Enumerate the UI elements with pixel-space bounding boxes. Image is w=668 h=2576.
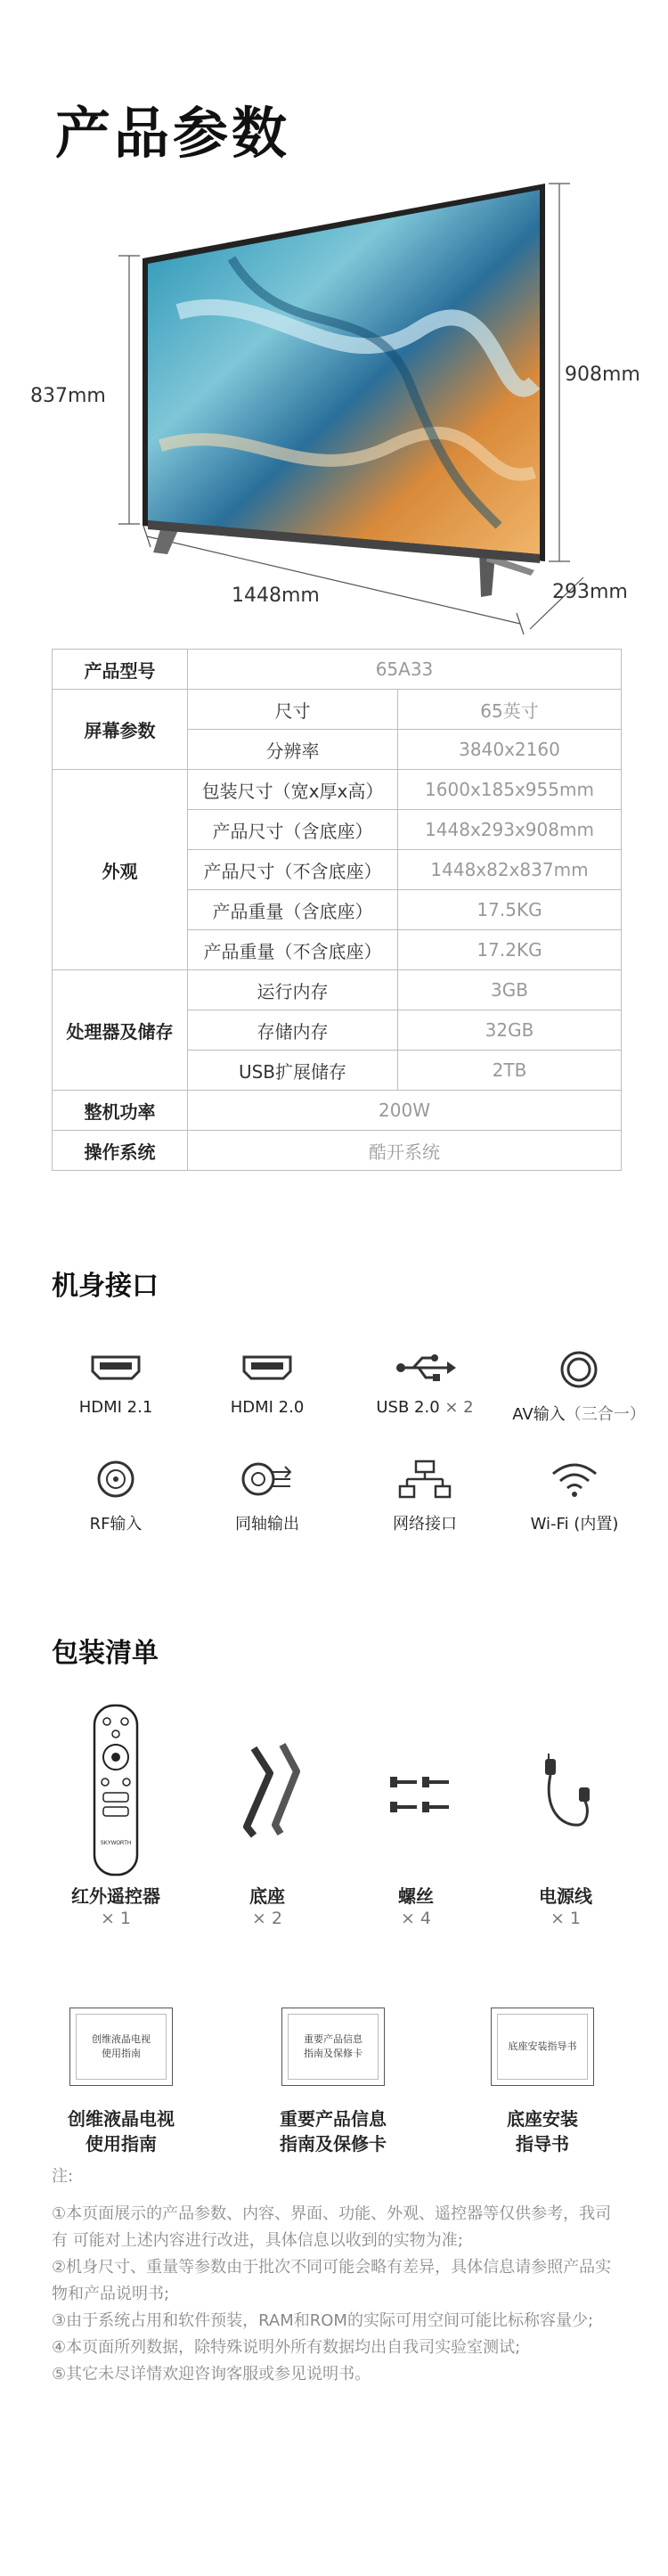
power-value: 200W <box>188 1091 622 1131</box>
booklet-label: 底座安装 指导书 <box>507 2108 578 2155</box>
dim-nostand-value: 1448x82x837mm <box>398 850 622 890</box>
port-label: HDMI 2.0 <box>230 1398 305 1417</box>
pkg-key: 包装尺寸（宽x厚x高） <box>188 770 398 810</box>
port-label: RF输入 <box>89 1515 143 1533</box>
package-item-stand <box>200 1702 334 1928</box>
package-item-remote <box>49 1702 183 1928</box>
stand-install-booklet <box>491 2008 594 2086</box>
hdmi-icon <box>239 1350 296 1386</box>
width-label: 1448mm <box>232 585 320 607</box>
notes-section <box>52 2163 622 2388</box>
pkg-value: 1600x185x955mm <box>398 770 622 810</box>
rf-icon <box>96 1460 135 1499</box>
height-no-stand-label: 837mm <box>30 385 106 407</box>
res-key: 分辨率 <box>188 730 398 770</box>
appearance-label: 外观 <box>53 770 188 970</box>
size-value: 65英寸 <box>398 690 622 730</box>
note-line: ②机身尺寸、重量等参数由于批次不同可能会略有差异，具体信息请参照产品实物和产品说明书; <box>52 2258 612 2303</box>
ram-key: 运行内存 <box>188 970 398 1010</box>
dim-nostand-key: 产品尺寸（不含底座） <box>188 850 398 890</box>
av-icon <box>559 1350 599 1389</box>
note-line: ④本页面所列数据，除特殊说明外所有数据均出自我司实验室测试; <box>52 2338 521 2357</box>
remote-icon <box>89 1702 143 1880</box>
size-key: 尺寸 <box>188 690 398 730</box>
package-item-screws <box>349 1702 483 1928</box>
table-row <box>53 970 622 1010</box>
booklet-label: 创维液晶电视 使用指南 <box>68 2108 175 2155</box>
coaxial-icon <box>239 1460 296 1499</box>
port-label: USB 2.0 <box>376 1398 440 1417</box>
os-label: 操作系统 <box>53 1131 188 1171</box>
model-label: 产品型号 <box>53 650 188 690</box>
ram-value: 3GB <box>398 970 622 1010</box>
dim-stand-key: 产品尺寸（含底座） <box>188 810 398 850</box>
package-item-name: 红外遥控器 <box>71 1885 160 1907</box>
table-row <box>53 770 622 810</box>
booklet-cover-text: 底座安装指导书 <box>497 2014 588 2080</box>
wifi-icon <box>550 1460 599 1499</box>
package-item-qty: × 1 <box>100 1909 132 1928</box>
package-item-power-cord <box>499 1702 632 1928</box>
port-rf <box>49 1460 183 1534</box>
package-item-name: 电源线 <box>539 1885 592 1907</box>
stand-icon <box>227 1702 307 1880</box>
port-label: 网络接口 <box>393 1515 457 1533</box>
model-value: 65A33 <box>188 650 622 690</box>
res-value: 3840x2160 <box>398 730 622 770</box>
dim-stand-value: 1448x293x908mm <box>398 810 622 850</box>
depth-label: 293mm <box>552 581 628 603</box>
user-guide-booklet <box>69 2008 173 2086</box>
spec-table <box>52 649 622 1171</box>
table-row <box>53 690 622 730</box>
port-label: AV输入 <box>512 1405 566 1424</box>
wt-nostand-value: 17.2KG <box>398 930 622 970</box>
note-line: ③由于系统占用和软件预装，RAM和ROM的实际可用空间可能比标称容量少; <box>52 2311 594 2330</box>
wt-nostand-key: 产品重量（不含底座） <box>188 930 398 970</box>
remote-brand-text: SKYWORTH <box>100 1841 132 1846</box>
usb-key: USB扩展储存 <box>188 1051 398 1091</box>
port-coaxial <box>200 1460 334 1534</box>
notes-title: 注: <box>52 2167 74 2186</box>
power-cord-icon <box>525 1702 606 1880</box>
package-item-name: 螺丝 <box>398 1885 434 1907</box>
screen-label: 屏幕参数 <box>53 690 188 770</box>
package-item-qty: × 2 <box>251 1909 283 1928</box>
package-title: 包装清单 <box>52 1638 159 1669</box>
booklet-cover-text: 创维液晶电视 使用指南 <box>76 2014 167 2080</box>
note-line: ⑤其它未尽详情欢迎咨询客服或参见说明书。 <box>52 2365 371 2384</box>
port-hdmi20 <box>200 1350 334 1417</box>
port-label: Wi-Fi (内置) <box>530 1515 619 1533</box>
height-with-stand-label: 908mm <box>565 364 640 386</box>
hdmi-icon <box>87 1350 144 1386</box>
port-label: HDMI 2.1 <box>78 1398 153 1417</box>
page-title: 产品参数 <box>55 101 291 166</box>
usb-value: 2TB <box>398 1051 622 1091</box>
os-value: 酷开系统 <box>188 1131 622 1171</box>
network-icon <box>398 1460 452 1499</box>
booklet-label: 重要产品信息 指南及保修卡 <box>280 2108 387 2155</box>
package-item-qty: × 1 <box>550 1909 582 1928</box>
port-network <box>358 1460 492 1534</box>
note-line: ①本页面展示的产品参数、内容、界面、功能、外观、遥控器等仅供参考，我司有 可能对上述内容进行改进，具体信息以收到的实物为准; <box>52 2204 612 2250</box>
rom-key: 存储内存 <box>188 1010 398 1051</box>
port-label: 同轴输出 <box>235 1515 299 1533</box>
table-row <box>53 1131 622 1171</box>
package-item-qty: × 4 <box>400 1909 432 1928</box>
power-label: 整机功率 <box>53 1091 188 1131</box>
warranty-booklet <box>281 2008 385 2086</box>
ports-title: 机身接口 <box>52 1271 159 1302</box>
rom-value: 32GB <box>398 1010 622 1051</box>
usb-icon <box>394 1350 456 1386</box>
port-av <box>499 1350 659 1425</box>
package-item-name: 底座 <box>249 1885 285 1907</box>
wt-stand-key: 产品重量（含底座） <box>188 890 398 930</box>
storage-label: 处理器及储存 <box>53 970 188 1091</box>
table-row <box>53 1091 622 1131</box>
port-count: × 2 <box>444 1398 474 1417</box>
port-usb <box>349 1350 501 1417</box>
screw-icon <box>376 1702 456 1880</box>
port-wifi <box>508 1460 641 1534</box>
booklet-cover-text: 重要产品信息 指南及保修卡 <box>288 2014 379 2080</box>
port-note: （三合一） <box>565 1405 646 1424</box>
port-hdmi21 <box>49 1350 183 1417</box>
table-row <box>53 650 622 690</box>
wt-stand-value: 17.5KG <box>398 890 622 930</box>
